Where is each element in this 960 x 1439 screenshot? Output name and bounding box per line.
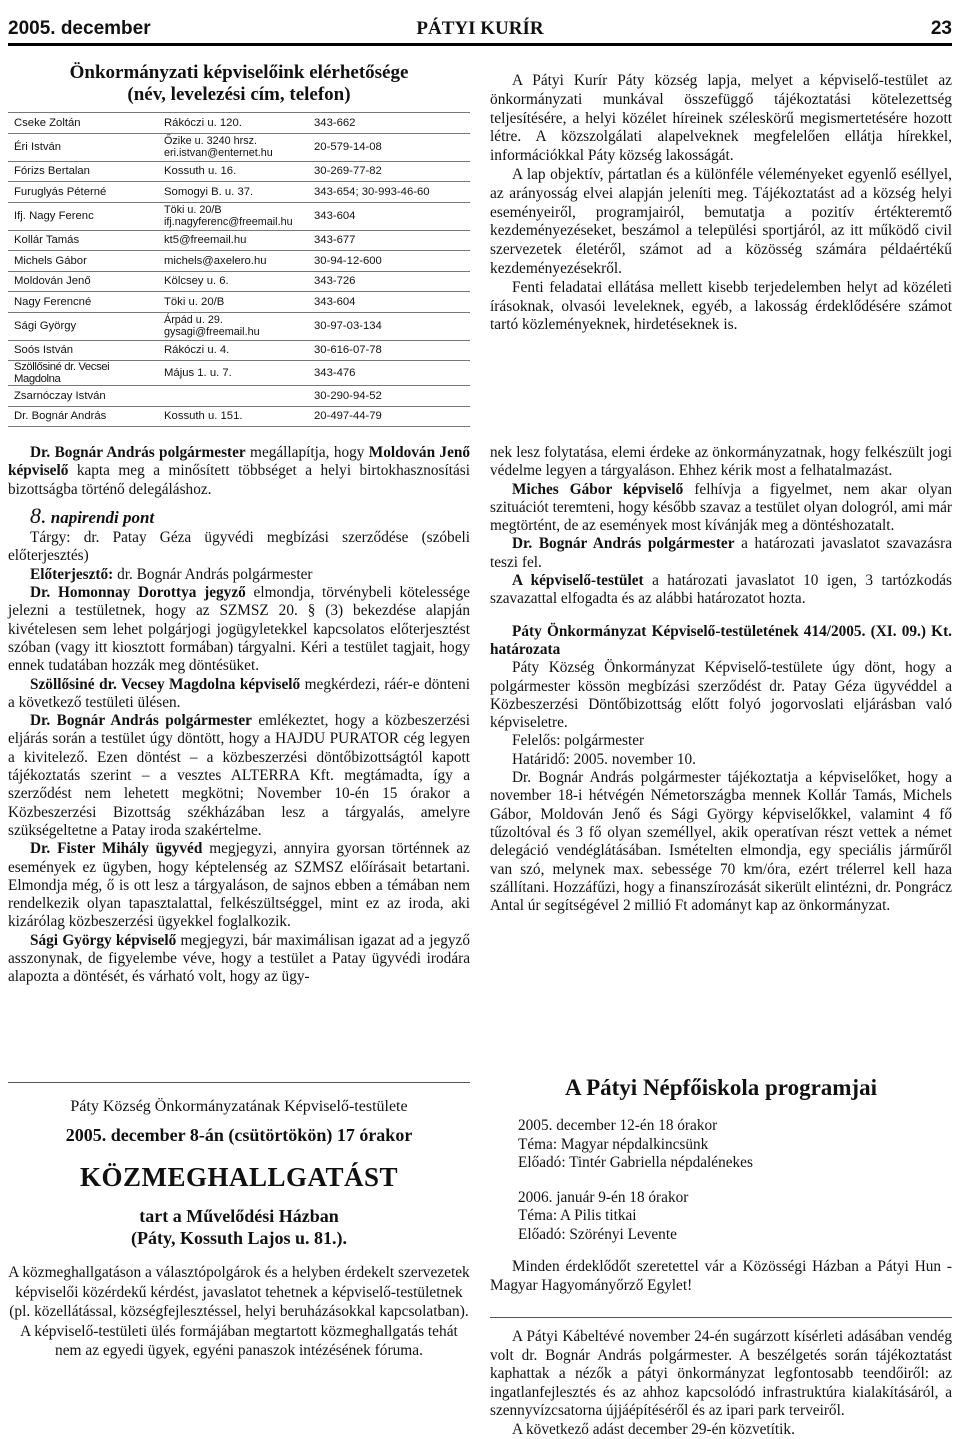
representative-address	[160, 386, 310, 407]
representative-email: gysagi@freemail.hu	[164, 326, 306, 338]
presenter-line: Előterjesztő: dr. Bognár András polgármester	[8, 566, 470, 584]
notice-body: A közmeghallgatáson a választópolgárok és a helyben érdekelt szervezetek képviselői közérdekű kérdést, javaslatot tehetnek a képviselő-testületnek (pl. közellátással, községfejlesztéssel, helyi beruházásokkal kapcsolatban). A képviselő-testületi ülés formájában megtartott közmeghallgatás tehát nem az egyedi ügyek, egyéni panaszok intézésének fóruma.	[8, 1263, 470, 1361]
section-divider	[490, 1317, 952, 1318]
program-event	[490, 1117, 952, 1173]
directory-title-line1: Önkormányzati képviselőink elérhetősége	[8, 62, 470, 84]
directory-row	[8, 202, 470, 230]
issue-date: 2005. december	[8, 18, 151, 40]
paragraph: A képviselő-testület a határozati javaslatot 10 igen, 3 tartózkodás szavazattal elfogadta és az alábbi határozatot hozta.	[490, 572, 952, 609]
representative-address: Kölcsey u. 6.	[160, 271, 310, 292]
folk-high-school-programs	[490, 1075, 952, 1439]
deadline-line: Határidő: 2005. november 10.	[490, 751, 952, 769]
representative-name: Éri István	[8, 133, 160, 161]
paper-mission-statement	[490, 72, 952, 335]
representative-phone: 30-290-94-52	[310, 386, 470, 407]
program-event	[490, 1189, 952, 1245]
representative-name: Sági György	[8, 312, 160, 340]
representative-email: eri.istvan@enternet.hu	[164, 147, 306, 159]
event-date: 2005. december 12-én 18 órakor	[518, 1117, 952, 1136]
representative-phone: 343-604	[310, 202, 470, 230]
representative-phone: 30-616-07-78	[310, 340, 470, 361]
representative-name: Furuglyás Péterné	[8, 182, 160, 203]
representative-address: Május 1. u. 7.	[160, 361, 310, 386]
representative-address: Kossuth u. 16.	[160, 161, 310, 182]
notice-organizer: Páty Község Önkormányzatának Képviselő-testülete	[8, 1097, 470, 1117]
directory-row	[8, 292, 470, 313]
representative-name: Szöllősiné dr. Vecsei Magdolna	[8, 361, 160, 386]
event-speaker: Előadó: Szörényi Levente	[518, 1226, 952, 1245]
intro-paragraph: A lap objektív, pártatlan és a különféle véleményeket egyenlő eséllyel, az arányosság elvei alapján jeleníti meg. Tájékoztatást ad a község helyi eseményeiről, programjairól, bemutatja a pozitív értékteremtő kezdeményezéseket, beszámol a települési sportjáról, az itt működő civil szervezetek életéről, számot ad a közösség számára példaértékű kezdeményezésekről.	[490, 166, 952, 279]
representative-phone: 30-269-77-82	[310, 161, 470, 182]
paragraph: Dr. Bognár András polgármester tájékoztatja a képviselőket, hogy a november 18-i hétvégén Németországba mennek Kollár Tamás, Michels Gábor, Moldován Jenő és Sági György képviselőkkel, valamint 4 fő tűzoltóval és 3 fő olyan személlyel, akik operatívan részt vettek a német delegáció vendéglátásában. Ismételten elmondja, egy speciális járműről van szó, melynek max. sebessége 70 km/óra, ezért trélerrel kell haza szállítani. Hozzáfűzi, hogy a finanszírozását sikerült elintézni, dr. Pongrácz Antal úr segítségével 2 millió Ft adományt kap az önkormányzat.	[490, 769, 952, 915]
representative-email: ifj.nagyferenc@freemail.hu	[164, 216, 306, 228]
page-number: 23	[931, 18, 952, 40]
directory-row	[8, 113, 470, 134]
paragraph: A következő adást december 29-én közvetítik.	[490, 1421, 952, 1439]
representative-phone: 30-94-12-600	[310, 251, 470, 272]
paragraph: A Pátyi Kábeltévé november 24-én sugárzott kísérleti adásában vendég volt dr. Bognár András polgármester. A beszélgetés során tájékoztatást kaphattak a nézők a pátyi önkormányzat legfontosabb teendőiről: az ingatlanfejlesztés és az ahhoz kapcsolódó infrastruktúra kialakításáról, a szennyvízcsatorna újjáépítéséről és az ipari park terveiről.	[490, 1328, 952, 1421]
paragraph: Miches Gábor képviselő felhívja a figyelmet, nem akar olyan szituációt teremteni, hogy később szavaz a testület olyan dologról, ami már megtörtént, de az események most kívánják meg a döntéshozatalt.	[490, 481, 952, 536]
representative-address: Töki u. 20/B ifj.nagyferenc@freemail.hu	[160, 202, 310, 230]
representative-name: Fórizs Bertalan	[8, 161, 160, 182]
representative-phone: 343-476	[310, 361, 470, 386]
directory-title-line2: (név, levelezési cím, telefon)	[8, 84, 470, 106]
responsible-line: Felelős: polgármester	[490, 732, 952, 750]
header-rule	[8, 43, 952, 46]
event-speaker: Előadó: Tintér Gabriella népdalénekes	[518, 1154, 952, 1173]
representative-name: Soós István	[8, 340, 160, 361]
representative-phone: 343-604	[310, 292, 470, 313]
directory-row	[8, 386, 470, 407]
representative-address: Somogyi B. u. 37.	[160, 182, 310, 203]
representative-address: Töki u. 20/B	[160, 292, 310, 313]
directory-row	[8, 251, 470, 272]
public-hearing-notice	[8, 1082, 470, 1361]
event-date: 2006. január 9-én 18 órakor	[518, 1189, 952, 1208]
representative-phone: 343-726	[310, 271, 470, 292]
representative-name: Kollár Tamás	[8, 230, 160, 251]
intro-paragraph: A Pátyi Kurír Páty község lapja, melyet a képviselő-testület az önkormányzati munkával összefüggő tájékoztatási kötelezettség teljesítésére, a helyi közélet híreinek széleskörű megismertetésére hozott létre. A közszolgálati alapelveknek megfelelően ellátja hírekkel, információkkal Páty község lakosságát.	[490, 72, 952, 166]
directory-row	[8, 406, 470, 427]
representative-address: Őzike u. 3240 hrsz. eri.istvan@enternet.hu	[160, 133, 310, 161]
resolution-text: Páty Község Önkormányzat Képviselő-testülete úgy dönt, hogy a polgármester kössön megbízási szerződést dr. Patay Géza ügyvéddel a Közbeszerzési Döntőbizottság előtt folyó jogorvoslati eljárásban való képviseletre.	[490, 659, 952, 732]
representative-phone: 30-97-03-134	[310, 312, 470, 340]
notice-datetime: 2005. december 8-án (csütörtökön) 17 órakor	[8, 1125, 470, 1146]
directory-row	[8, 361, 470, 386]
event-topic: Téma: A Pilis titkai	[518, 1207, 952, 1226]
representative-name: Zsarnóczay István	[8, 386, 160, 407]
representative-name: Ifj. Nagy Ferenc	[8, 202, 160, 230]
representative-address: Rákóczi u. 120.	[160, 113, 310, 134]
notice-venue: tart a Művelődési Házban (Páty, Kossuth Lajos u. 81.).	[8, 1205, 470, 1249]
representative-phone: 20-579-14-08	[310, 133, 470, 161]
intro-paragraph: Fenti feladatai ellátása mellett kisebb terjedelemben helyt ad közéleti írásoknak, olvasói leveleknek, egyéb, a lakosság érdeklődésére számot tartó közleményeknek, hirdetéseknek is.	[490, 279, 952, 335]
representative-phone: 343-654; 30-993-46-60	[310, 182, 470, 203]
directory-row	[8, 271, 470, 292]
representative-address: Árpád u. 29. gysagi@freemail.hu	[160, 312, 310, 340]
cable-tv-notice	[490, 1328, 952, 1439]
representative-address: michels@axelero.hu	[160, 251, 310, 272]
representative-name: Moldován Jenő	[8, 271, 160, 292]
minutes-left-column	[8, 444, 470, 987]
directory-row	[8, 312, 470, 340]
representative-name: Cseke Zoltán	[8, 113, 160, 134]
representative-name: Dr. Bognár András	[8, 406, 160, 427]
paragraph: Dr. Bognár András polgármester a határozati javaslatot szavazásra teszi fel.	[490, 535, 952, 572]
representative-phone: 343-662	[310, 113, 470, 134]
directory-table	[8, 112, 470, 427]
paragraph: Dr. Bognár András polgármester emlékeztet, hogy a közbeszerzési eljárás során a testület úgy döntött, hogy a HAJDU PURATOR cég legyen a kivitelező. Ezen döntést – a közbeszerzési döntőbizottságtól kapott tájékoztatás szerint – a vesztes ALTERRA Kft. megtámadta, így a szerződést nem lehetett megkötni; November 10-én 15 órakor a Közbeszerzési Bizottság székházában lesz a tárgyalás, amelyre szükségeltetne a Patay iroda szakértelme.	[8, 712, 470, 840]
representative-address: Kossuth u. 151.	[160, 406, 310, 427]
minutes-right-column	[490, 444, 952, 915]
newspaper-title: PÁTYI KURÍR	[8, 18, 952, 40]
event-topic: Téma: Magyar népdalkincsünk	[518, 1136, 952, 1155]
notice-title: KÖZMEGHALLGATÁST	[8, 1162, 470, 1193]
directory-row	[8, 133, 470, 161]
directory-row	[8, 161, 470, 182]
representative-phone: 20-497-44-79	[310, 406, 470, 427]
paragraph: nek lesz folytatása, elemi érdeke az önkormányzatnak, hogy felkészült jogi védelme legyen a tárgyaláson. Ehhez kérik most a felhatalmazást.	[490, 444, 952, 481]
representative-name: Nagy Ferencné	[8, 292, 160, 313]
page-header	[8, 10, 952, 46]
representative-address: kt5@freemail.hu	[160, 230, 310, 251]
subject-line: Tárgy: dr. Patay Géza ügyvédi megbízási szerződése (szóbeli előterjesztés)	[8, 529, 470, 566]
representative-name: Michels Gábor	[8, 251, 160, 272]
representative-phone: 343-677	[310, 230, 470, 251]
directory-row	[8, 340, 470, 361]
representatives-directory	[8, 52, 470, 434]
paragraph: Dr. Fister Mihály ügyvéd megjegyzi, annyira gyorsan történnek az események ez ügyben, hogy képtelenség az SZMSZ előírásait betartani. Elmondja még, ő is ott lesz a tárgyaláson, de sajnos ebben a témában nem rendelkezik olyan tapasztalattal, felkészültséggel, mint ez az iroda, aki kizárólag közbeszerzési ügyekkel foglalkozik.	[8, 840, 470, 931]
directory-row	[8, 230, 470, 251]
agenda-item-heading: 8. napirendi pont	[8, 507, 470, 527]
paragraph: Dr. Homonnay Dorottya jegyző elmondja, törvénybeli kötelessége jelezni a testületnek, hogy az SZMSZ 20. § (3) bekezdése alapján kivételesen sem lehet polgárjogi jogügyletekkel kapcsolatos előterjesztést szóban (vagy itt kiosztott formában) tárgyalni. Kéri a testület tagjait, hogy ennek tudatában hozzák meg döntésüket.	[8, 584, 470, 675]
resolution-title: Páty Önkormányzat Képviselő-testületének 414/2005. (XI. 09.) Kt. határozata	[490, 623, 952, 660]
paragraph: Szöllősiné dr. Vecsey Magdolna képviselő megkérdezi, ráér-e dönteni a következő testületi ülésen.	[8, 676, 470, 713]
directory-title	[8, 62, 470, 106]
representative-address: Rákóczi u. 4.	[160, 340, 310, 361]
directory-row	[8, 182, 470, 203]
paragraph: Sági György képviselő megjegyzi, bár maximálisan igazat ad a jegyző asszonynak, de figyelembe véve, hogy a testület a Patay ügyvédi irodára alapozta a döntését, és várható volt, hogy az ügy-	[8, 932, 470, 987]
programs-title: A Pátyi Népfőiskola programjai	[490, 1075, 952, 1101]
invitation-text: Minden érdeklődőt szeretettel vár a Közösségi Házban a Pátyi Hun - Magyar Hagyományőrző Egylet!	[490, 1258, 952, 1295]
paragraph: Dr. Bognár András polgármester megállapítja, hogy Moldován Jenő képviselő kapta meg a minősített többséget a helyi birtokhasznosítási bizottságba történő delegáláshoz.	[8, 444, 470, 499]
